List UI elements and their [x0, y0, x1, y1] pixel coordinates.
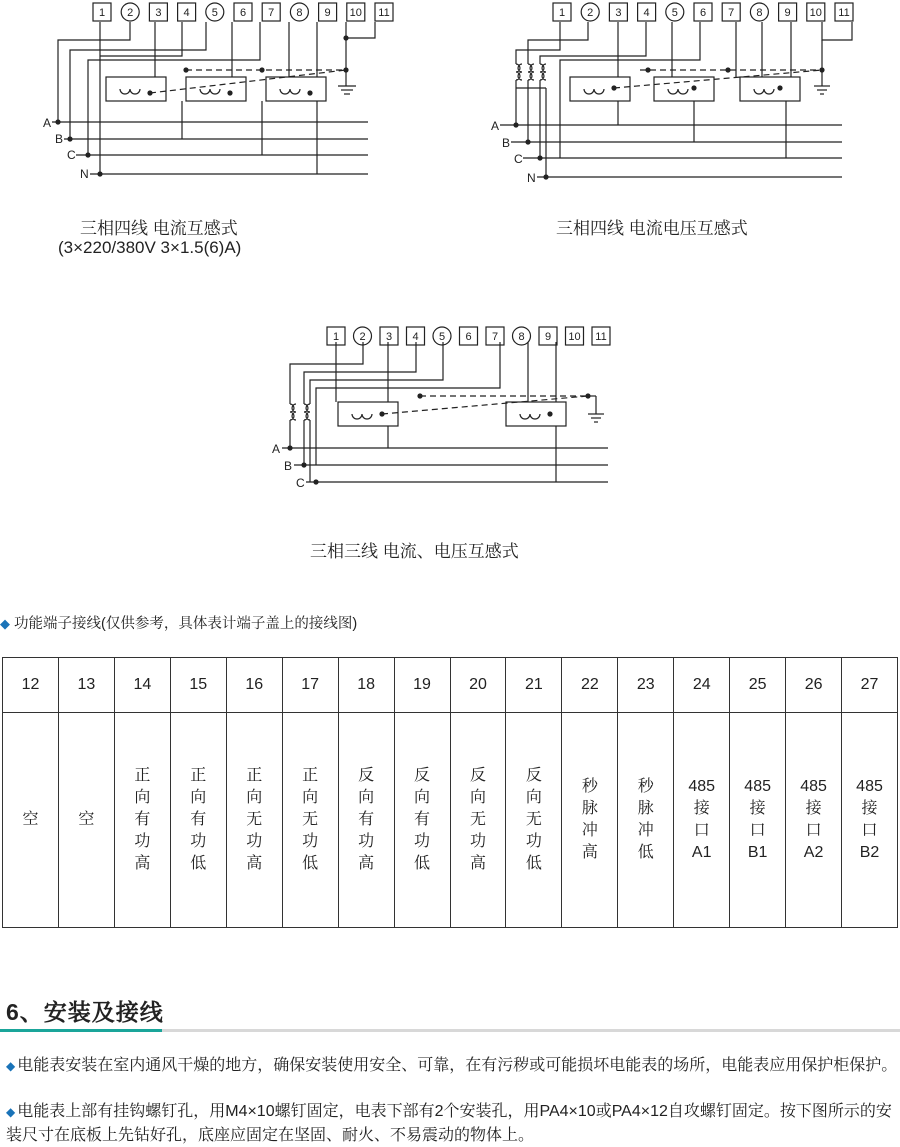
terminal-function-char: 功: [414, 833, 431, 850]
terminal-number-cell: 24: [674, 658, 730, 713]
terminal-1-label: 1: [332, 331, 340, 343]
ground-icon: [814, 40, 830, 94]
terminal-number-cell: 25: [730, 658, 786, 713]
terminal-function-text: [414, 765, 430, 875]
terminal-function-char: 功: [358, 833, 375, 850]
terminal-9-label: 9: [544, 331, 552, 343]
terminal-function-char: 秒: [637, 778, 654, 795]
ct-group: [338, 402, 566, 426]
terminal-4-label: 4: [643, 7, 650, 19]
terminal-function-char: 口: [805, 822, 822, 839]
terminal-function-char: 反: [469, 767, 486, 784]
terminal-function-cell: [450, 713, 506, 928]
terminal-function-char: 接: [749, 800, 766, 817]
wiring-diagram-3p4w-ct: [0, 0, 420, 200]
terminal-number-cell: 27: [842, 658, 898, 713]
terminal-9-label: 9: [324, 7, 331, 19]
terminal-2-label: 2: [359, 331, 366, 343]
terminal-function-cell: [730, 713, 786, 928]
terminal-10-label: 10: [349, 7, 362, 19]
terminal-number-cell: 19: [394, 658, 450, 713]
terminal-function-char: 向: [246, 789, 263, 806]
terminal-function-cell: [3, 713, 59, 928]
phase-label-n: N: [527, 171, 536, 185]
terminal-4-label: 4: [412, 331, 419, 343]
terminal-function-char: 有: [414, 811, 431, 828]
terminal-function-cell: [842, 713, 898, 928]
terminal-function-text: [134, 765, 150, 875]
terminal-function-cell: [506, 713, 562, 928]
terminal-7-label: 7: [491, 331, 499, 343]
terminal-function-char: 485: [800, 778, 827, 795]
terminal-function-char: 接: [693, 800, 710, 817]
terminal-function-char: 有: [190, 811, 207, 828]
diagram3-caption: 三相三线 电流、电压互感式: [310, 542, 519, 561]
terminal-function-char: 向: [302, 789, 319, 806]
terminal-function-char: 功: [469, 833, 486, 850]
terminal-7-label: 7: [728, 7, 735, 19]
terminal-function-cell: [226, 713, 282, 928]
function-terminal-heading: [0, 612, 357, 633]
phase-label-b: B: [284, 459, 293, 473]
terminal-function-cell: [618, 713, 674, 928]
terminal-function-cell: [58, 713, 114, 928]
terminal-function-char: 正: [190, 767, 207, 784]
wiring-diagram-3p4w-ct-pt: [480, 0, 900, 200]
terminal-number-row: [3, 658, 898, 713]
terminal-function-cell: [338, 713, 394, 928]
terminal-function-char: 485: [744, 778, 771, 795]
terminal-function-text: [302, 765, 318, 875]
terminal-function-char: 无: [525, 811, 542, 828]
terminal-function-char: 秒: [581, 778, 598, 795]
terminal-function-text: [78, 809, 94, 831]
ground-icon: [338, 38, 356, 94]
phase-label-c: C: [514, 152, 523, 166]
terminal-function-char: 脉: [637, 800, 654, 817]
terminal-function-char: 正: [302, 767, 319, 784]
terminal-function-text: [744, 776, 771, 864]
terminal-function-text: [688, 776, 715, 864]
terminal-function-char: 无: [302, 811, 319, 828]
terminal-function-char: B2: [859, 844, 880, 861]
terminal-function-text: [800, 776, 827, 864]
phase-label-a: A: [272, 442, 281, 456]
diamond-bullet-icon: ◆: [0, 616, 10, 631]
terminal-function-text: [246, 765, 262, 875]
terminal-function-char: 低: [302, 855, 319, 872]
terminal-function-char: 功: [302, 833, 319, 850]
phase-label-b: B: [502, 136, 511, 150]
terminal-function-char: 反: [525, 767, 542, 784]
terminal-function-text: [22, 809, 38, 831]
terminal-function-cell: [170, 713, 226, 928]
terminal-3-label: 3: [615, 7, 622, 19]
terminal-function-char: 口: [749, 822, 766, 839]
terminal-6-label: 6: [465, 331, 472, 343]
ground-icon: [588, 396, 604, 422]
terminal-function-char: 口: [861, 822, 878, 839]
terminal-function-char: 485: [688, 778, 716, 795]
function-terminal-table: [2, 657, 898, 928]
terminal-row: [553, 3, 853, 21]
terminal-function-char: 反: [358, 767, 375, 784]
terminal-function-char: 向: [469, 789, 486, 806]
terminal-number-cell: 23: [618, 658, 674, 713]
terminal-function-row: [3, 713, 898, 928]
terminal-function-char: 功: [246, 833, 263, 850]
terminal-function-text: [358, 765, 374, 875]
terminal-function-char: 口: [693, 822, 710, 839]
terminal-11-label: 11: [378, 7, 390, 19]
terminal-10-label: 10: [568, 331, 581, 343]
terminal-function-text: [526, 765, 542, 875]
install-paragraph-2-text: 电能表上部有挂钩螺钉孔，用M4×10螺钉固定，电表下部有2个安装孔，用PA4×10或PA4×12自攻螺钉固定。按下图所示的安装尺寸在底板上先钻好孔，底座应固定在坚固、耐火、不易震动的物体上。: [6, 1103, 892, 1144]
terminal-2-label: 2: [587, 7, 594, 19]
terminal-function-char: 功: [134, 833, 151, 850]
terminal-5-label: 5: [211, 7, 218, 19]
terminal-number-cell: 17: [282, 658, 338, 713]
terminal-2-label: 2: [127, 7, 134, 19]
terminal-function-text: [190, 765, 206, 875]
terminal-function-cell: [786, 713, 842, 928]
section-divider-accent: [0, 1029, 162, 1032]
terminal-6-label: 6: [239, 7, 247, 19]
terminal-function-char: 向: [414, 789, 431, 806]
terminal-function-text: [582, 776, 598, 864]
terminal-3-label: 3: [155, 7, 162, 19]
terminal-number-cell: 15: [170, 658, 226, 713]
terminal-3-label: 3: [385, 331, 393, 343]
install-paragraph-1-text: 电能表安装在室内通风干燥的地方，确保安装使用安全、可靠，在有污秽或可能损坏电能表的场所，电能表应用保护柜保护。: [17, 1057, 898, 1074]
terminal-function-char: 向: [134, 789, 151, 806]
terminal-row: [93, 3, 393, 21]
diamond-bullet-icon: ◆: [6, 1105, 16, 1119]
ct-group: [106, 77, 326, 101]
terminal-function-char: 高: [581, 844, 598, 861]
terminal-number-cell: 13: [58, 658, 114, 713]
terminal-function-text: [638, 776, 654, 864]
terminal-function-char: 低: [637, 844, 654, 861]
terminal-function-char: 空: [78, 811, 95, 828]
terminal-number-cell: 16: [226, 658, 282, 713]
terminal-function-cell: [394, 713, 450, 928]
terminal-11-label: 11: [595, 331, 607, 343]
terminal-number-cell: 21: [506, 658, 562, 713]
terminal-function-char: A1: [691, 844, 712, 861]
function-terminal-heading-text: 功能端子接线(仅供参考，具体表计端子盖上的接线图): [14, 616, 358, 632]
terminal-function-char: 高: [358, 855, 375, 872]
terminal-function-cell: [114, 713, 170, 928]
diagram2-caption: 三相四线 电流电压互感式: [556, 219, 748, 238]
terminal-function-char: 功: [190, 833, 207, 850]
terminal-5-label: 5: [438, 331, 446, 343]
pt-group: [516, 64, 546, 88]
terminal-function-char: 向: [358, 789, 375, 806]
terminal-function-char: 无: [246, 811, 263, 828]
terminal-function-char: 反: [414, 767, 431, 784]
terminal-function-char: 接: [805, 800, 822, 817]
pt-group: [290, 404, 310, 420]
terminal-function-char: 高: [134, 855, 151, 872]
terminal-function-char: 冲: [637, 822, 654, 839]
terminal-function-char: 向: [190, 789, 207, 806]
terminal-5-label: 5: [671, 7, 678, 19]
terminal-4-label: 4: [183, 7, 190, 19]
phase-label-n: N: [80, 167, 89, 181]
terminal-function-char: 冲: [581, 822, 598, 839]
diagram1-caption: 三相四线 电流互感式: [80, 219, 238, 238]
terminal-number-cell: 14: [114, 658, 170, 713]
terminal-function-char: B1: [747, 844, 768, 861]
section-title: 6、安装及接线: [6, 999, 164, 1025]
terminal-1-label: 1: [558, 7, 566, 19]
terminal-1-label: 1: [98, 7, 106, 19]
terminal-function-char: 低: [190, 855, 207, 872]
terminal-function-cell: [282, 713, 338, 928]
terminal-function-char: 功: [525, 833, 542, 850]
phase-label-b: B: [55, 132, 64, 146]
terminal-10-label: 10: [809, 7, 822, 19]
terminal-function-cell: [674, 713, 730, 928]
ct-group: [570, 77, 800, 101]
phase-label-a: A: [43, 116, 52, 130]
terminal-row: [327, 327, 610, 345]
terminal-number-cell: 26: [786, 658, 842, 713]
terminal-function-char: 有: [358, 811, 375, 828]
terminal-function-char: 接: [861, 800, 878, 817]
terminal-8-label: 8: [296, 7, 303, 19]
terminal-number-cell: 20: [450, 658, 506, 713]
terminal-function-text: [856, 776, 883, 864]
terminal-number-cell: 18: [338, 658, 394, 713]
phase-label-a: A: [491, 119, 500, 133]
terminal-6-label: 6: [699, 7, 707, 19]
terminal-function-char: 有: [134, 811, 151, 828]
terminal-number-cell: 22: [562, 658, 618, 713]
terminal-function-char: 正: [246, 767, 263, 784]
wiring-diagram-3p3w-ct-pt: [260, 320, 640, 500]
terminal-function-char: 高: [469, 855, 486, 872]
terminal-8-label: 8: [518, 331, 525, 343]
terminal-function-char: 485: [856, 778, 883, 795]
terminal-function-cell: [562, 713, 618, 928]
terminal-function-text: [470, 765, 486, 875]
terminal-function-char: 低: [525, 855, 542, 872]
phase-label-c: C: [67, 148, 76, 162]
install-paragraph-1: [6, 1054, 898, 1078]
terminal-function-char: 正: [134, 767, 151, 784]
diamond-bullet-icon: ◆: [6, 1059, 16, 1073]
terminal-8-label: 8: [756, 7, 763, 19]
terminal-function-char: 空: [22, 811, 39, 828]
terminal-function-char: 向: [525, 789, 542, 806]
terminal-function-char: A2: [803, 844, 824, 861]
terminal-function-char: 无: [469, 811, 486, 828]
terminal-function-char: 脉: [581, 800, 598, 817]
terminal-function-char: 低: [414, 855, 431, 872]
terminal-11-label: 11: [838, 7, 850, 19]
diagram1-spec: (3×220/380V 3×1.5(6)A): [58, 238, 242, 257]
phase-label-c: C: [296, 476, 305, 490]
terminal-7-label: 7: [268, 7, 275, 19]
install-paragraph-2: [6, 1100, 898, 1147]
terminal-function-char: 高: [246, 855, 263, 872]
section-divider: [0, 1029, 900, 1032]
terminal-number-cell: 12: [3, 658, 59, 713]
terminal-9-label: 9: [784, 7, 791, 19]
